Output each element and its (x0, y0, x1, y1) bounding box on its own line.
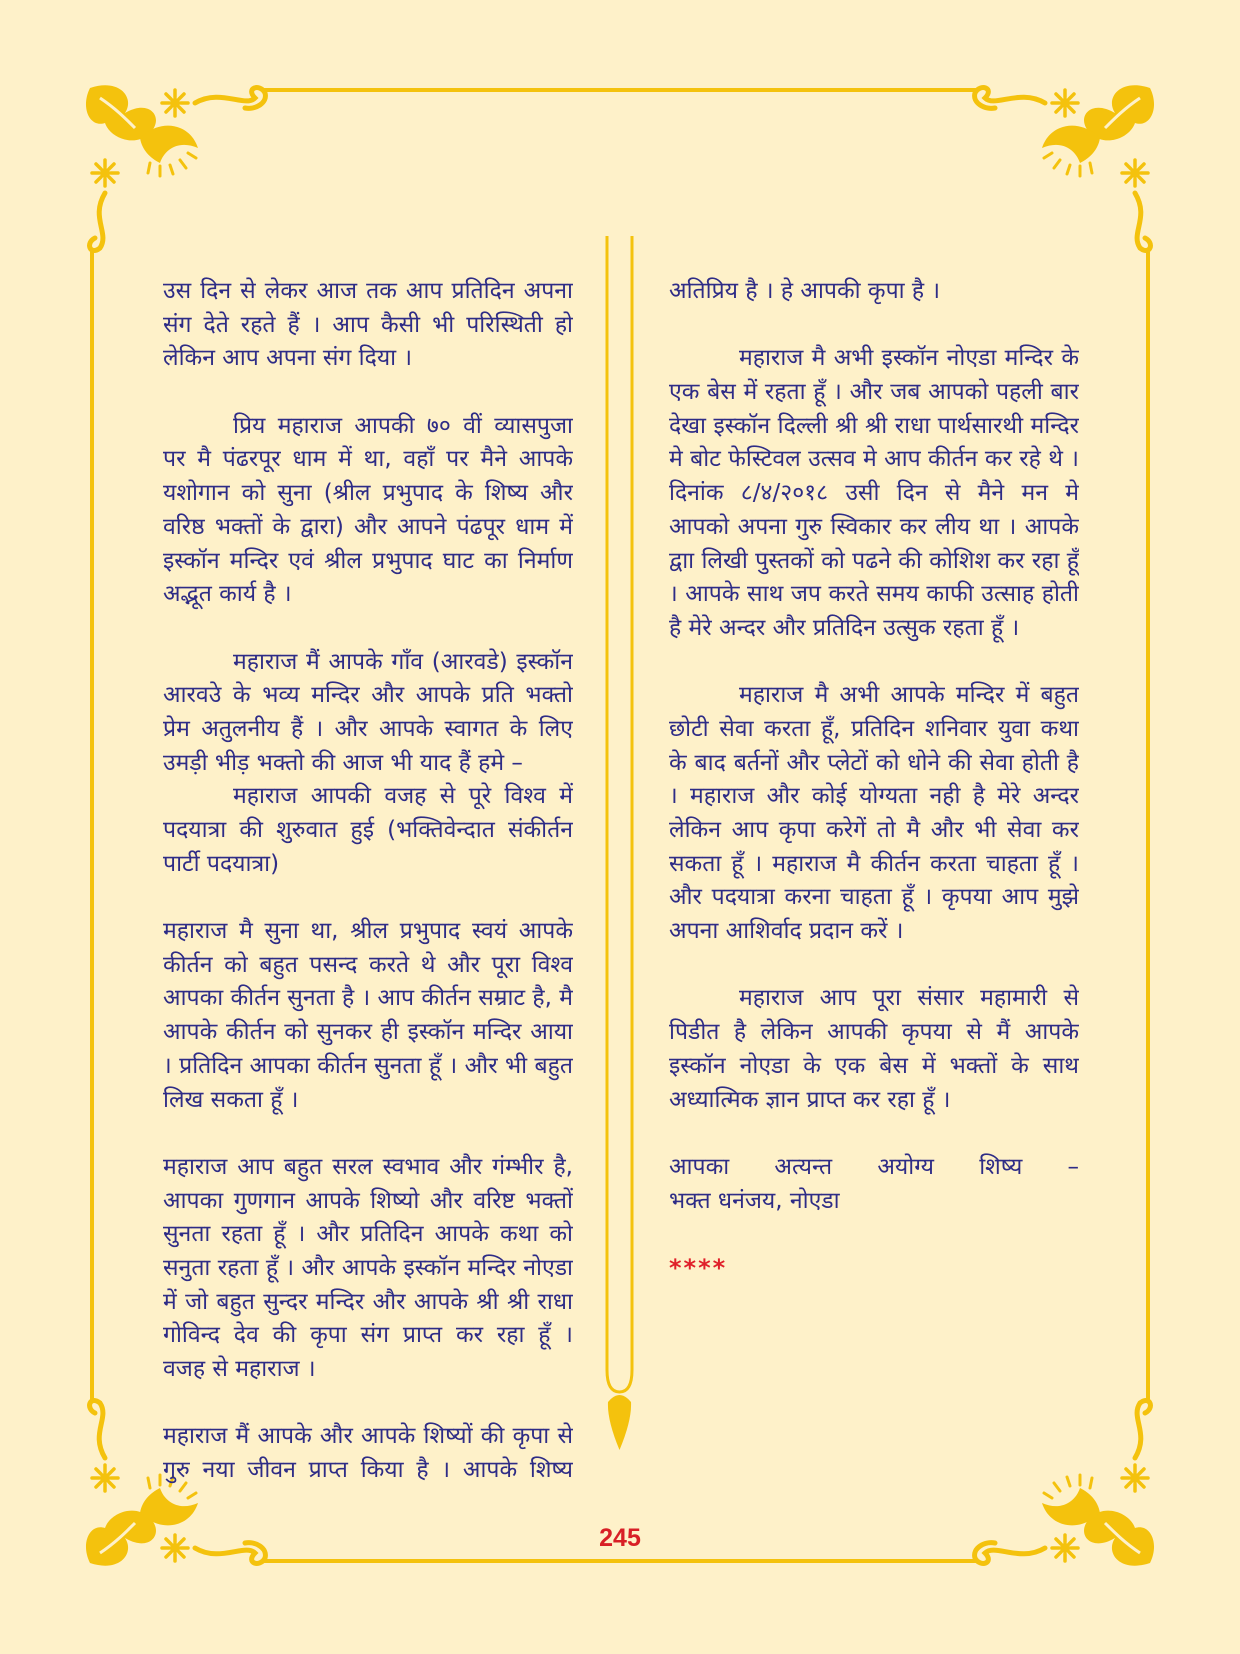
text-line: महाराज मै अभी इस्कॉन नोएडा मन्दिर के (739, 345, 1079, 372)
text-line: महाराज मैं आपके और आपके शिष्यों की कृपा से (163, 1423, 573, 1450)
text-line: । आपके साथ जप करते समय काफी उत्साह होती (669, 581, 1079, 608)
paragraph-gap (669, 949, 1079, 983)
paragraph-gap (163, 1117, 573, 1151)
paragraph-gap (669, 646, 1079, 680)
text-line: महाराज आप बहुत सरल स्वभाव और गंम्भीर है, (163, 1153, 573, 1180)
text-line: एक बेस में रहता हूँ । और जब आपको पहली बार (669, 379, 1079, 406)
text-line: उमड़ी भीड़ भक्तो की आज भी याद हैं हमे – (163, 749, 523, 776)
text-line: द्वाा लिखी पुस्तकों को पढने की कोशिश कर रहा हूँ (669, 547, 1079, 574)
left-text-column (163, 275, 573, 1488)
text-line: सकता हूँ । महाराज मै कीर्तन करता चाहता हूँ । (669, 850, 1079, 877)
page-number: 245 (599, 1524, 641, 1552)
text-line: में जो बहुत सुन्दर मन्दिर और आपके श्री श्री राधा (163, 1288, 573, 1315)
text-line: भक्त धनंजय, नोएडा (669, 1187, 840, 1214)
text-line: वजह से महाराज । (163, 1356, 316, 1382)
text-line: महाराज मैं आपके गाँव (आरवडे) इस्कॉन (233, 648, 573, 675)
text-line: गुरु नया जीवन प्राप्त किया है । आपके शिष्य (163, 1457, 573, 1484)
pendant-ornament (608, 1395, 631, 1450)
text-line: यशोगान को सुना (श्रील प्रभुपाद के शिष्य और (163, 480, 573, 507)
paragraph-gap (669, 1218, 1079, 1252)
text-line: आपके कीर्तन को सुनकर ही इस्कॉन मन्दिर आया (163, 1019, 573, 1046)
text-line: संग देते रहते हैं । आप कैसी भी परिस्थिती हो (163, 311, 573, 338)
text-line: महाराज मै सुना था, श्रील प्रभुपाद स्वयं आपके (163, 918, 573, 945)
paragraph-gap (163, 376, 573, 410)
text-line: दिनांक ८/४/२०१८ उसी दिन से मैने मन मे (669, 480, 1079, 507)
text-line: और पदयात्रा करना चाहता हूँ । कृपया आप मुझे (669, 884, 1079, 911)
text-line: महाराज आप पूरा संसार महामारी से (739, 985, 1079, 1012)
text-line: अद्भूत कार्य है । (163, 581, 292, 608)
text-line: लिख सकता हूँ । (163, 1086, 299, 1113)
text-line: आपका अत्यन्त अयोग्य शिष्य – (669, 1153, 1079, 1180)
text-line: आपका कीर्तन सुनता है । आप कीर्तन सम्राट है, मै (163, 985, 573, 1012)
text-line: इस्कॉन मन्दिर एवं श्रील प्रभुपाद घाट का निर्माण (163, 547, 573, 574)
text-line: मे बोट फेस्टिवल उत्सव मे आप कीर्तन कर रहे थे । (669, 446, 1079, 473)
text-line: इस्कॉन नोएडा के एक बेस में भक्तों के साथ (669, 1052, 1079, 1079)
text-line: आपका गुणगान आपके शिष्यो और वरिष्ट भक्तों (163, 1187, 573, 1214)
paragraph-gap (669, 1117, 1079, 1151)
text-line: के बाद बर्तनों और प्लेटों को धोने की सेवा होती है (669, 749, 1079, 776)
text-line: । महाराज और कोई योग्यता नही है मेरे अन्दर (669, 783, 1079, 810)
text-line: प्रिय महाराज आपकी ७० वीं व्यासपुजा (233, 412, 573, 439)
text-line: प्रेम अतुलनीय हैं । और आपके स्वागत के लिए (163, 715, 573, 742)
text-line: आपको अपना गुरु स्विकार कर लीय था । आपके (669, 513, 1079, 540)
paragraph-gap (163, 1387, 573, 1421)
text-line: लेकिन आप अपना संग दिया । (163, 345, 413, 372)
text-line: पदयात्रा की शुरुवात हुई (भक्तिवेन्दात संकीर्तन (163, 817, 573, 843)
text-line: लेकिन आप कृपा करेगें तो मै और भी सेवा कर (669, 817, 1079, 843)
text-line: छोटी सेवा करता हूँ, प्रतिदिन शनिवार युवा कथा (669, 715, 1079, 742)
text-line: देखा इस्कॉन दिल्ली श्री श्री राधा पार्थसारथी मन्दिर (669, 412, 1079, 439)
end-of-article-stars: **** (669, 1253, 728, 1282)
text-line: । प्रतिदिन आपका कीर्तन सुनता हूँ । और भी बहुत (163, 1052, 573, 1079)
text-line: अध्यात्मिक ज्ञान प्राप्त कर रहा हूँ । (669, 1086, 951, 1113)
text-line: उस दिन से लेकर आज तक आप प्रतिदिन अपना (163, 278, 573, 304)
text-line: सुनता रहता हूँ । और प्रतिदिन आपके कथा को (163, 1221, 573, 1248)
text-line: अतिप्रिय है । हे आपकी कृपा है । (669, 278, 941, 304)
text-line: है मेरे अन्दर और प्रतिदिन उत्सुक रहता हूँ । (669, 614, 1020, 641)
paragraph-gap (163, 881, 573, 915)
text-line: पर मै पंढरपूर धाम में था, वहाँ पर मैने आपके (163, 446, 573, 473)
text-line: गोविन्द देव की कृपा संग प्राप्त कर रहा हूँ । (163, 1322, 573, 1349)
text-line: महाराज मै अभी आपके मन्दिर में बहुत (739, 682, 1079, 709)
text-line: आरवउे के भव्य मन्दिर और आपके प्रति भक्तो (163, 682, 573, 709)
text-line: अपना आशिर्वाद प्रदान करें । (669, 918, 904, 945)
text-line: पार्टी पदयात्रा) (163, 850, 280, 877)
text-line: कीर्तन को बहुत पसन्द करते थे और पूरा विश्व (163, 951, 573, 978)
text-line: पिडीत है लेकिन आपकी कृपया से मैं आपके (669, 1019, 1079, 1046)
text-line: महाराज आपकी वजह से पूरे विश्व में (233, 783, 573, 810)
text-line: वरिष्ठ भक्तों के द्वारा) और आपने पंढपूर धाम में (163, 513, 573, 540)
paragraph-gap (669, 309, 1079, 343)
text-line: सनुता रहता हूँ । और आपके इस्कॉन मन्दिर नोएडा (163, 1254, 573, 1281)
paragraph-gap (163, 612, 573, 646)
right-text-column (669, 275, 1079, 1286)
